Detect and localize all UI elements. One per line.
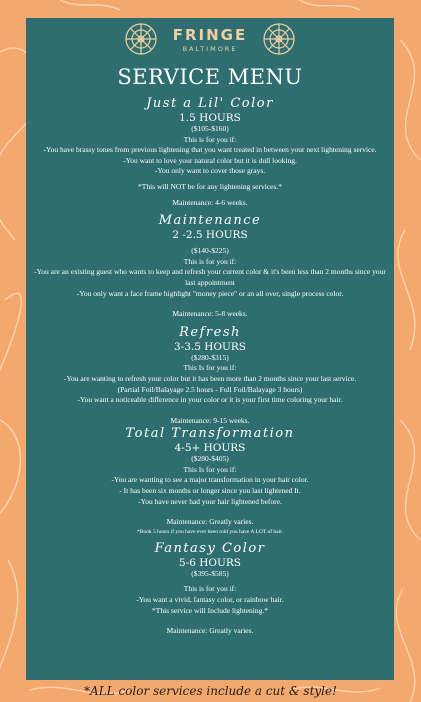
service-price: ($395-$585) bbox=[191, 568, 229, 578]
service-name: Refresh bbox=[179, 324, 241, 340]
service-price: ($280-$315) bbox=[191, 352, 229, 362]
service-line: -You only want to cover those grays. bbox=[154, 166, 266, 176]
service-block bbox=[30, 541, 390, 637]
service-block bbox=[30, 325, 390, 427]
service-hours: 2 -2.5 HOURS bbox=[172, 229, 248, 242]
service-name: Fantasy Color bbox=[154, 540, 266, 556]
service-maintenance: Maintenance: Greatly varies. bbox=[166, 517, 254, 527]
brand-name: FRINGE bbox=[172, 26, 248, 44]
service-line: -You only want a face frame highlight "money piece" or an all over, single process color. bbox=[76, 288, 344, 298]
service-line: - It has been six months or longer since you last lightened It. bbox=[119, 486, 301, 496]
service-intro: This Is for you if: bbox=[183, 363, 237, 373]
service-menu-panel bbox=[26, 18, 394, 680]
service-line: -You have never had your hair lightened before. bbox=[138, 496, 282, 506]
service-price: ($105-$160) bbox=[191, 124, 229, 133]
brand-location: BALTIMORE bbox=[182, 45, 238, 53]
logo bbox=[26, 22, 394, 56]
service-line: (Partial Foil/Balayage 2.5 hours - Full Foil/Balayage 3 hours) bbox=[117, 384, 303, 394]
service-price: ($140-$225) bbox=[191, 246, 229, 256]
service-line: -You want a vivid, fantasy color, or rainbow hair. bbox=[136, 595, 284, 605]
service-intro: This is for you if: bbox=[183, 134, 237, 144]
mandala-icon bbox=[124, 22, 158, 56]
service-hours: 1.5 HOURS bbox=[179, 112, 241, 124]
service-line: -You want to love your natural color but it is dull looking. bbox=[123, 155, 297, 165]
services-list bbox=[30, 96, 390, 637]
service-note: *This will NOT be for any lightening services.* bbox=[137, 181, 282, 191]
service-line: -You are wanting to see a major transformation in your hair color. bbox=[111, 475, 309, 485]
service-line: -You want a noticeable difference in your color or it is your first time coloring your hair. bbox=[77, 395, 343, 405]
service-name: Total Transformation bbox=[125, 426, 295, 442]
service-small-note: *Book 5 hours if you have ever been told you have A LOT of hair. bbox=[136, 528, 284, 535]
service-line: -You have brassy tones from previous lightening that you want treated in between your next lightening service. bbox=[43, 145, 377, 155]
service-intro: This Is for you if: bbox=[183, 464, 237, 474]
service-line: -You are wanting to refresh your color but it has been more than 2 months since your last service. bbox=[63, 373, 357, 383]
service-hours: 4-5+ HOURS bbox=[174, 442, 246, 455]
page-title: SERVICE MENU bbox=[117, 65, 303, 89]
service-block bbox=[30, 96, 390, 208]
service-line: *This service will Include lightening.* bbox=[151, 605, 268, 615]
service-hours: 5-6 HOURS bbox=[179, 556, 241, 569]
service-block bbox=[30, 213, 390, 320]
service-maintenance: Maintenance: Greatly varies. bbox=[166, 626, 254, 636]
service-intro: This is for you if: bbox=[183, 584, 237, 594]
mandala-icon bbox=[262, 22, 296, 56]
service-price: ($280-$405) bbox=[191, 454, 229, 464]
service-maintenance: Maintenance: 5-8 weeks. bbox=[172, 309, 248, 319]
service-block bbox=[30, 426, 390, 536]
service-hours: 3-3.5 HOURS bbox=[174, 340, 246, 353]
footer-note: *ALL color services include a cut & style! bbox=[84, 684, 337, 698]
service-line: -You are an existing guest who wants to keep and refresh your current color & it's been less than 2 months since your last appointment bbox=[34, 267, 386, 287]
service-name: Maintenance bbox=[158, 213, 262, 229]
service-intro: This is for you if: bbox=[183, 256, 237, 266]
service-maintenance: Maintenance: 9-15 weeks. bbox=[170, 415, 250, 425]
service-name: Just a Lil' Color bbox=[146, 96, 274, 111]
service-maintenance: Maintenance: 4-6 weeks. bbox=[172, 197, 248, 207]
